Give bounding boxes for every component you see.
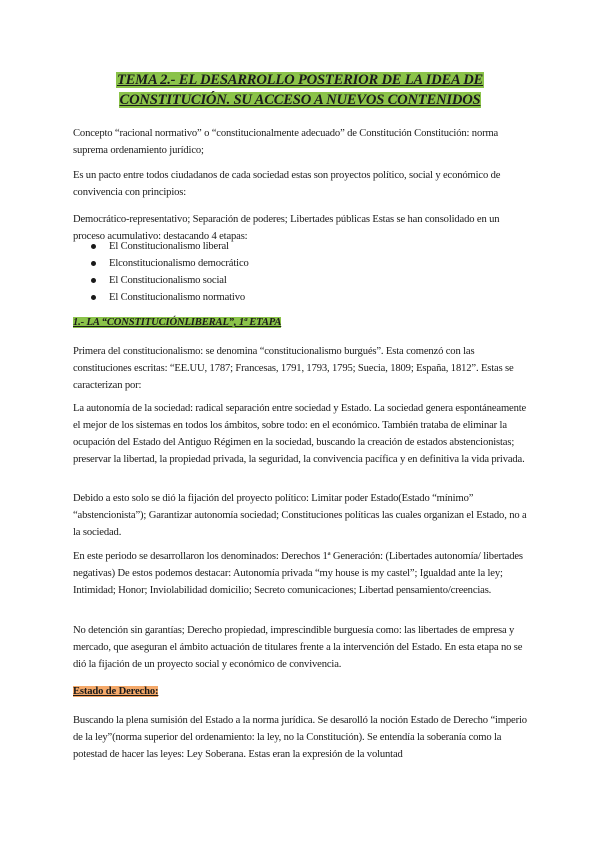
section-1-heading-block xyxy=(73,314,533,331)
title-line-2: CONSTITUCIÓN. SU ACCESO A NUEVOS CONTENIDOS xyxy=(119,92,481,108)
section-1-paragraph-3: Debido a esto solo se dió la fijación del proyecto político: Limitar poder Estado(Estado “mínimo” “abstencionista”); Garantizar autonomía sociedad; Constituciones políticas las cuales organizan el Estado, no a la sociedad. xyxy=(73,493,527,538)
list-item: Elconstitucionalismo democrático xyxy=(73,255,533,272)
section-1-paragraph-5: No detención sin garantías; Derecho propiedad, imprescindible burguesía como: las libertades de empresa y mercado, que aseguran el ámbito actuación de titulares frente a la intervención del Estado. En esta etapa no se dió la fijación de un proyecto social y económico de convivencia. xyxy=(73,625,523,670)
section-2-heading-block xyxy=(73,683,533,700)
list-item: El Constitucionalismo liberal xyxy=(73,238,533,255)
list-item: El Constitucionalismo normativo xyxy=(73,289,533,306)
stages-list xyxy=(73,238,533,306)
section-1-heading: 1.- LA “CONSTITUCIÓNLIBERAL”, 1ª ETAPA xyxy=(73,317,282,328)
title-line-1: TEMA 2.- EL DESARROLLO POSTERIOR DE LA IDEA DE xyxy=(116,72,484,88)
section-1-paragraph-1: Primera del constitucionalismo: se denomina “constitucionalismo burgués”. Esta comenzó con las constituciones escritas: “EE.UU, 1787; Francesas, 1791, 1793, 1795; Suecia, 1809; España, 1812”. Estas se caracterizan por: xyxy=(73,346,514,391)
intro-paragraph-2: Es un pacto entre todos ciudadanos de cada sociedad estas son proyectos político, social y económico de convivencia con principios: xyxy=(73,170,501,198)
section-1-paragraph-2: La autonomía de la sociedad: radical separación entre sociedad y Estado. La sociedad genera espontáneamente el mejor de los sistemas en todos los ámbitos, sobre todo: en el económico. También trataba de eliminar la ocupación del Estado del Antiguo Régimen en la sociedad, buscando la creación de estados abstencionistas; preservar la libertad, la propiedad privada, la seguridad, la convivencia pacífica y en definitiva la vida privada. xyxy=(73,403,527,465)
section-1-paragraph-4: En este periodo se desarrollaron los denominados: Derechos 1ª Generación: (Libertades autonomía/ libertades negativas) De estos podemos destacar: Autonomía privada “my house is my castel”; Igualdad ante la ley; Intimidad; Honor; Inviolabilidad domicilio; Secreto comunicaciones; Libertad pensamiento/creencias. xyxy=(73,551,523,596)
section-2-paragraph-1: Buscando la plena sumisión del Estado a la norma jurídica. Se desarolló la noción Estado de Derecho “imperio de la ley”(norma superior del ordenamiento: la ley, no la Constitución). Se entendía la soberanía como la potestad de hacer las leyes: Ley Soberana. Estas eran la expresión de la voluntad xyxy=(73,715,527,760)
intro-paragraph-1: Concepto “racional normativo” o “constitucionalmente adecuado” de Constitución Constitución: norma suprema ordenamiento jurídico; xyxy=(73,128,499,156)
document-title xyxy=(72,70,528,110)
list-item: El Constitucionalismo social xyxy=(73,272,533,289)
intro-paragraph-3: Democrático-representativo; Separación de poderes; Libertades públicas Estas se han consolidado en un proceso acumulativo: destacando 4 etapas: xyxy=(73,214,500,242)
section-2-heading: Estado de Derecho: xyxy=(73,686,159,697)
